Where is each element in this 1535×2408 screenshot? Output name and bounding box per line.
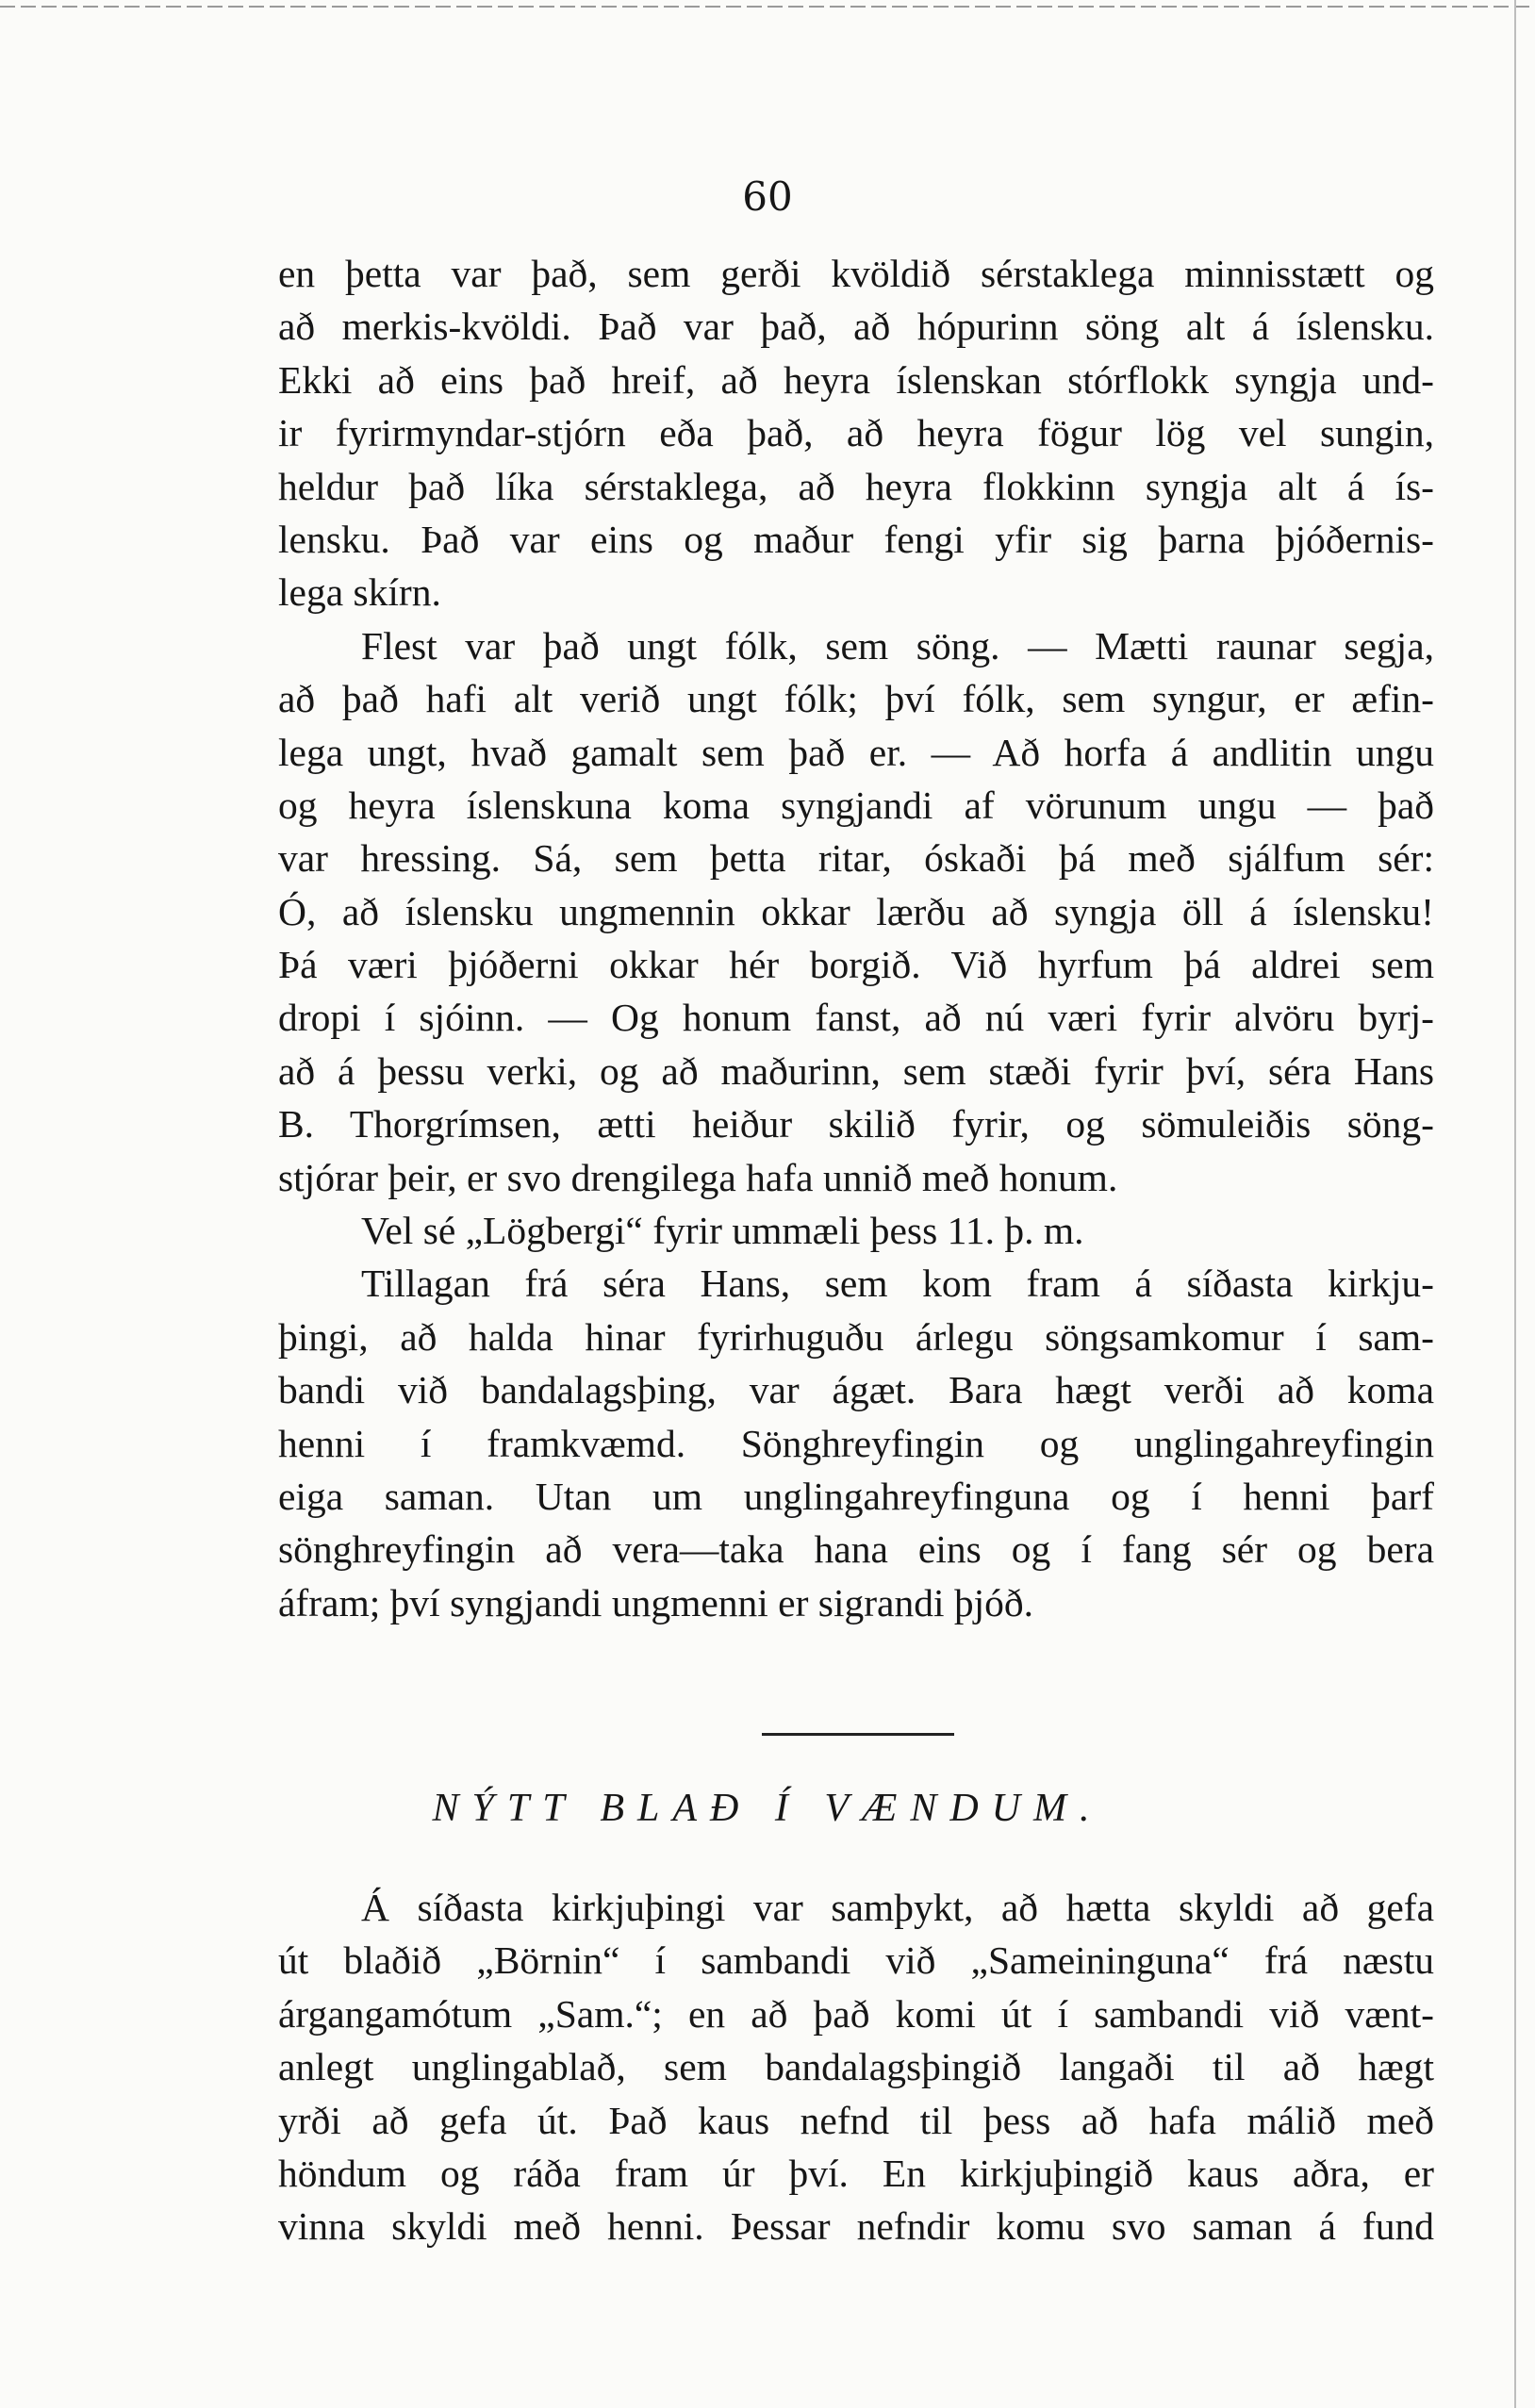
- text-line: áfram; því syngjandi ungmenni er sigrandi þjóð.: [278, 1580, 1034, 1625]
- text-line: anlegt unglingablað, sem bandalagsþingið langaði til að hægt: [278, 2045, 1434, 2089]
- text-line: dropi í sjóinn. — Og honum fanst, að nú væri fyrir alvöru byrj-: [278, 996, 1434, 1040]
- text-line: árgangamótum „Sam.“; en að það komi út í sambandi við vænt-: [278, 1991, 1434, 2036]
- text-line: að á þessu verki, og að maðurinn, sem stæði fyrir því, séra Hans: [278, 1048, 1434, 1093]
- text-line: lensku. Það var eins og maður fengi yfir sig þarna þjóðernis-: [278, 517, 1434, 561]
- right-edge-line: [1514, 0, 1516, 2408]
- text-line: Ekki að eins það hreif, að heyra íslenskan stórflokk syngja und-: [278, 357, 1434, 402]
- text-line: að það hafi alt verið ungt fólk; því fólk, sem syngur, er æfin-: [278, 677, 1434, 721]
- paragraph-start-line: Flest var það ungt fólk, sem söng. — Mætti raunar segja,: [361, 623, 1434, 668]
- text-line: og heyra íslenskuna koma syngjandi af vörunum ungu — það: [278, 783, 1434, 827]
- text-line: B. Thorgrímsen, ætti heiður skilið fyrir, og sömuleiðis söng-: [278, 1102, 1434, 1146]
- text-line: lega ungt, hvað gamalt sem það er. — Að horfa á andlitin ungu: [278, 730, 1434, 774]
- text-line: heldur það líka sérstaklega, að heyra flokkinn syngja alt á ís-: [278, 464, 1434, 508]
- text-line: Ó, að íslensku ungmennin okkar lærðu að syngja öll á íslensku!: [278, 889, 1434, 933]
- text-line: út blaðið „Börnin“ í sambandi við „Sameininguna“ frá næstu: [278, 1938, 1434, 1983]
- paragraph-start-line: Vel sé „Lögbergi“ fyrir ummæli þess 11. þ. m.: [361, 1209, 1084, 1253]
- text-line: að merkis-kvöldi. Það var það, að hópurinn söng alt á íslensku.: [278, 305, 1434, 349]
- lower-text-block: [278, 1881, 1434, 2253]
- text-line: sönghreyfingin að vera—taka hana eins og í fang sér og bera: [278, 1527, 1434, 1572]
- text-line: henni í framkvæmd. Sönghreyfingin og unglingahreyfingin: [278, 1421, 1434, 1465]
- top-edge-rule: [0, 6, 1535, 8]
- section-divider: [762, 1733, 954, 1736]
- page-number: 60: [742, 173, 793, 220]
- text-line: yrði að gefa út. Það kaus nefnd til þess að hafa málið með: [278, 2098, 1434, 2142]
- text-line: eiga saman. Utan um unglingahreyfinguna og í henni þarf: [278, 1474, 1434, 1518]
- text-line: bandi við bandalagsþing, var ágæt. Bara hægt verði að koma: [278, 1368, 1434, 1412]
- paragraph-start-line: Tillagan frá séra Hans, sem kom fram á síðasta kirkju-: [361, 1262, 1434, 1306]
- text-line: var hressing. Sá, sem þetta ritar, óskaði þá með sjálfum sér:: [278, 836, 1434, 881]
- paragraph-start-line: Á síðasta kirkjuþingi var samþykt, að hætta skyldi að gefa: [361, 1886, 1434, 1929]
- text-line: lega skírn.: [278, 570, 441, 615]
- text-line: ir fyrirmyndar-stjórn eða það, að heyra fögur lög vel sungin,: [278, 411, 1434, 455]
- text-line: þingi, að halda hinar fyrirhuguðu árlegu söngsamkomur í sam-: [278, 1314, 1434, 1359]
- text-line: stjórar þeir, er svo drengilega hafa unnið með honum.: [278, 1155, 1118, 1199]
- text-line: Þá væri þjóðerni okkar hér borgið. Við hyrfum þá aldrei sem: [278, 943, 1434, 987]
- upper-text-block: [278, 247, 1434, 1629]
- text-line: en þetta var það, sem gerði kvöldið sérstaklega minnisstætt og: [278, 252, 1434, 295]
- section-title: NÝTT BLAÐ Í VÆNDUM.: [432, 1787, 1103, 1830]
- text-line: vinna skyldi með henni. Þessar nefndir komu svo saman á fund: [278, 2204, 1434, 2249]
- text-line: höndum og ráða fram úr því. En kirkjuþingið kaus aðra, er: [278, 2151, 1434, 2195]
